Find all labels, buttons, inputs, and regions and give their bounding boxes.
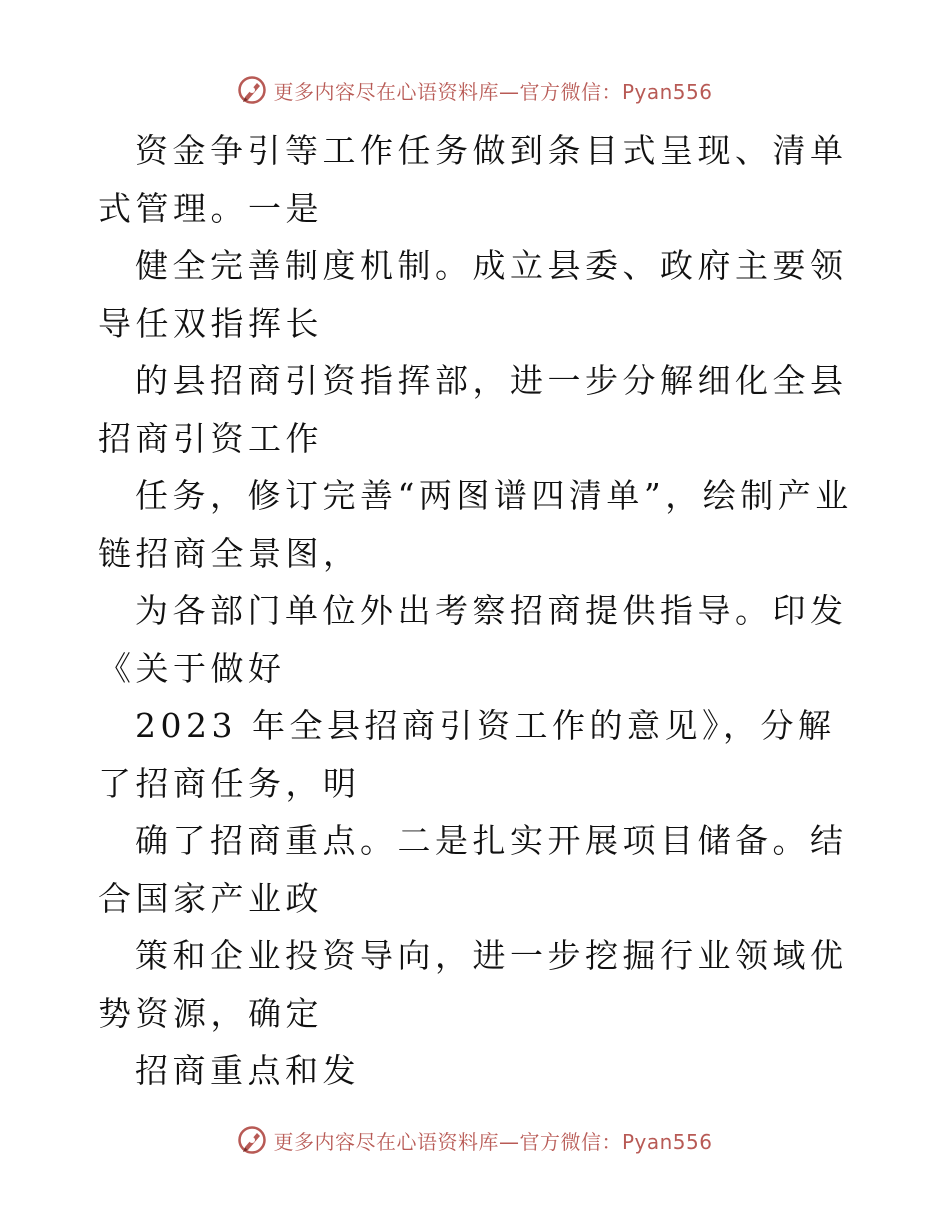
header-banner-text: 更多内容尽在心语资料库—官方微信：Pyan556 bbox=[273, 79, 713, 104]
paragraph: 2023 年全县招商引资工作的意见》，分解了招商任务，明 bbox=[98, 706, 836, 803]
paragraph: 招商重点和发 bbox=[135, 1051, 360, 1090]
paragraph: 健全完善制度机制。成立县委、政府主要领导任双指挥长 bbox=[98, 246, 848, 343]
document-body bbox=[98, 122, 858, 1100]
paragraph: 的县招商引资指挥部，进一步分解细化全县招商引资工作 bbox=[98, 361, 848, 458]
paragraph: 确了招商重点。二是扎实开展项目储备。结合国家产业政 bbox=[98, 821, 848, 918]
footer-banner bbox=[0, 1120, 950, 1160]
header-banner bbox=[0, 70, 950, 110]
pen-seal-logo-icon bbox=[237, 1125, 267, 1155]
paragraph: 为各部门单位外出考察招商提供指导。印发《关于做好 bbox=[98, 591, 848, 688]
paragraph: 资金争引等工作任务做到条目式呈现、清单式管理。一是 bbox=[98, 131, 848, 228]
pen-seal-logo-icon bbox=[237, 75, 267, 105]
footer-banner-text: 更多内容尽在心语资料库—官方微信：Pyan556 bbox=[273, 1129, 713, 1154]
paragraph: 策和企业投资导向，进一步挖掘行业领域优势资源，确定 bbox=[98, 936, 848, 1033]
paragraph: 任务，修订完善“两图谱四清单”，绘制产业链招商全景图， bbox=[98, 476, 853, 573]
